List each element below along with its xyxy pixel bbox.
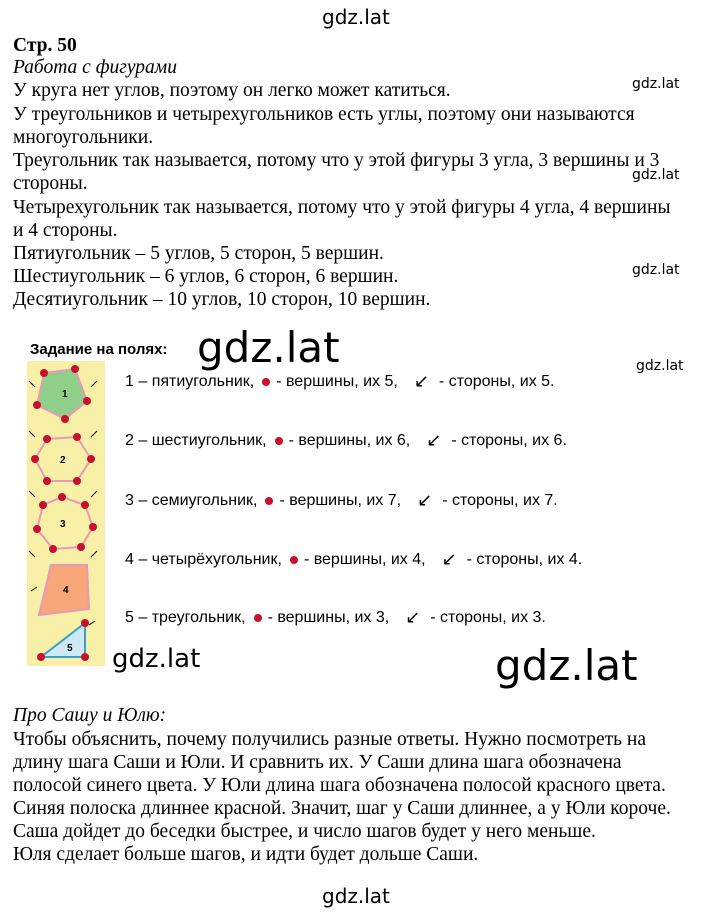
vertices-text: - вершины, их 6, xyxy=(288,431,411,449)
story-line: полосой синего цвета. У Юли длина шага обозначена полосой красного цвета. xyxy=(13,775,666,796)
story-title: Про Сашу и Юлю: xyxy=(13,705,167,726)
watermark-right-3: gdz.lat xyxy=(632,262,680,278)
vertices-text: - вершины, их 4, xyxy=(303,550,426,568)
section-title: Работа с фигурами xyxy=(13,57,177,78)
figure-number-1: 1 xyxy=(62,389,68,400)
paragraph-line: Треугольник так называется, потому что у этой фигуры 3 угла, 3 вершины и 3 xyxy=(13,150,660,171)
side-arrow-icon: ↙ xyxy=(405,607,421,627)
figure-number-3: 3 xyxy=(60,519,66,530)
figure-number-4: 4 xyxy=(63,585,69,596)
side-arrow-icon: ↙ xyxy=(426,430,442,450)
figure-name: 4 – четырёхугольник, xyxy=(125,550,282,568)
paragraph-line: У треугольников и четырехугольников есть углы, поэтому они называются xyxy=(13,104,635,125)
watermark-big-1: gdz.lat xyxy=(197,323,340,372)
figure-name: 5 – треугольник, xyxy=(125,608,246,626)
figure-strip xyxy=(27,361,105,666)
sides-text: - стороны, их 4. xyxy=(466,550,583,568)
figure-name: 3 – семиугольник, xyxy=(125,491,258,509)
sides-text: - стороны, их 6. xyxy=(451,431,567,449)
story-line: Синяя полоска длиннее красной. Значит, шаг у Саши длиннее, а у Юли короче. xyxy=(13,798,671,819)
watermark-right-1: gdz.lat xyxy=(632,76,680,92)
sides-text: - стороны, их 7. xyxy=(442,491,558,509)
paragraph-line: Пятиугольник – 5 углов, 5 сторон, 5 вершин. xyxy=(13,243,384,264)
vertices-text: - вершины, их 5, xyxy=(276,372,398,390)
figures-illustration xyxy=(27,361,105,666)
figure-number-5: 5 xyxy=(67,643,73,654)
paragraph-line: Десятиугольник – 10 углов, 10 сторон, 10 вершин. xyxy=(13,289,431,310)
vertex-dot-icon xyxy=(290,556,298,564)
vertices-text: - вершины, их 3, xyxy=(267,608,390,626)
watermark-right-4: gdz.lat xyxy=(636,358,684,374)
watermark-big-2: gdz.lat xyxy=(495,641,638,690)
figure-row xyxy=(125,430,567,451)
vertex-dot-icon xyxy=(262,378,270,386)
side-arrow-icon: ↙ xyxy=(413,371,429,391)
sides-text: - стороны, их 5. xyxy=(438,372,555,390)
story-line: Чтобы объяснить, почему получились разные ответы. Нужно посмотреть на xyxy=(13,729,646,750)
figure-row xyxy=(125,607,546,628)
watermark-bottom: gdz.lat xyxy=(322,884,390,908)
figure-row xyxy=(125,490,558,511)
paragraph-line: Четырехугольник так называется, потому что у этой фигуры 4 угла, 4 вершины xyxy=(13,197,671,218)
vertex-dot-icon xyxy=(254,614,262,622)
figure-row xyxy=(125,549,582,570)
paragraph-line: стороны. xyxy=(13,173,88,194)
page-number: Стр. 50 xyxy=(13,35,77,56)
figure-row xyxy=(125,371,555,392)
vertex-dot-icon xyxy=(265,497,273,505)
story-line: Саша дойдет до беседки быстрее, и число шагов будет у него меньше. xyxy=(13,821,596,842)
watermark-top: gdz.lat xyxy=(322,5,390,29)
story-line: Юля сделает больше шагов, и идти будет дольше Саши. xyxy=(13,844,479,865)
vertices-text: - вершины, их 7, xyxy=(279,491,402,509)
vertex-dot-icon xyxy=(275,437,283,445)
paragraph-line: У круга нет углов, поэтому он легко может катиться. xyxy=(13,80,451,101)
side-arrow-icon: ↙ xyxy=(441,549,457,569)
paragraph-line: и 4 стороны. xyxy=(13,220,118,241)
figure-name: 2 – шестиугольник, xyxy=(125,431,267,449)
side-arrow-icon: ↙ xyxy=(417,490,433,510)
watermark-right-2: gdz.lat xyxy=(632,167,680,183)
watermark-mid-small: gdz.lat xyxy=(112,644,201,674)
figure-name: 1 – пятиугольник, xyxy=(125,372,255,390)
figure-number-2: 2 xyxy=(60,455,66,466)
paragraph-line: Шестиугольник – 6 углов, 6 сторон, 6 вершин. xyxy=(13,266,399,287)
task-title: Задание на полях: xyxy=(30,341,168,358)
sides-text: - стороны, их 3. xyxy=(430,608,546,626)
paragraph-line: многоугольники. xyxy=(13,127,154,148)
story-line: длину шага Саши и Юли. И сравнить их. У Саши длина шага обозначена xyxy=(13,752,622,773)
